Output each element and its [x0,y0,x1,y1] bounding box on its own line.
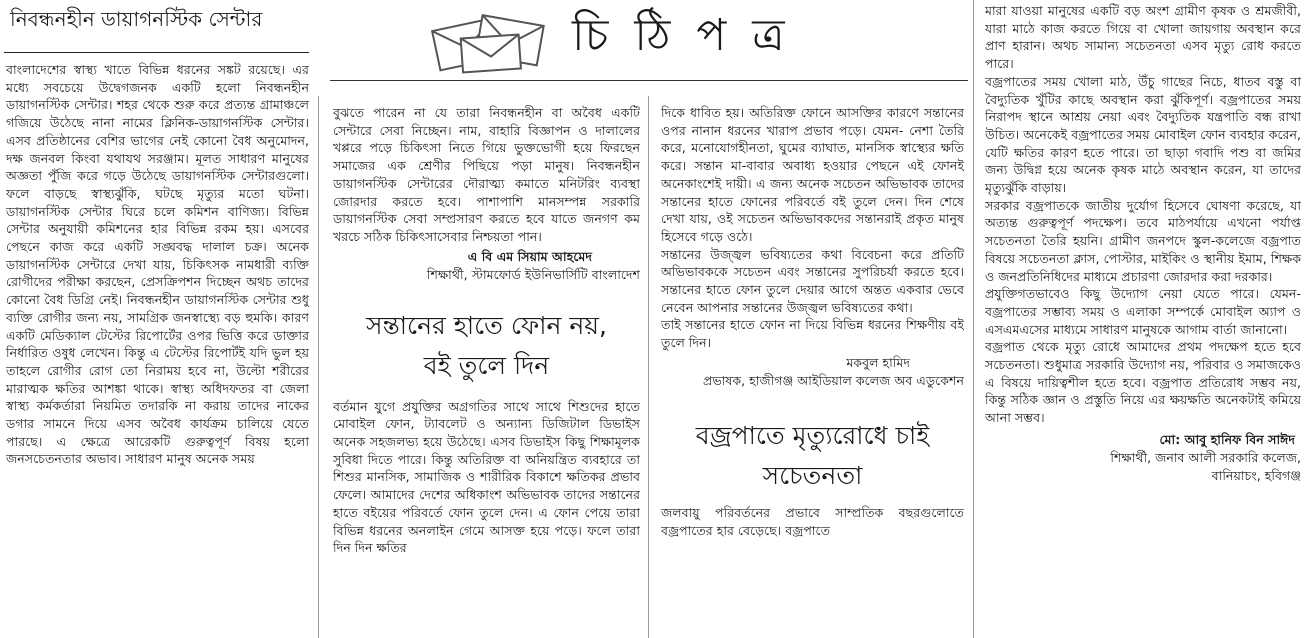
heading-line: বজ্রপাতে মৃত্যুরোধে চাই [695,420,930,450]
section-title: চি ঠি প ত্র [572,10,791,61]
letter-paragraph: সরকার বজ্রপাতকে জাতীয় দুর্যোগ হিসেবে ঘোষণা করেছে, যা অত্যন্ত গুরুত্বপূর্ণ পদক্ষেপ। তবে মাঠপর্যায়ে এখনো পর্যাপ্ত সচেতনতা তৈরি হয়নি। গ্রামীণ জনপদে স্কুল-কলেজে বজ্রপাত বিষয়ে সচেতনতা ক্লাস, পোস্টার, মাইকিং ও স্থানীয় ইমাম, শিক্ষক ও জনপ্রতিনিধিদের মাধ্যমে প্রচারণা জোরদার করা দরকার। [985,197,1301,284]
letter-body-continued: দিকে ধাবিত হয়। অতিরিক্ত ফোনে আসক্তির কারণে সন্তানের ওপর নানান ধরনের খারাপ প্রভাব পড়ে। যেমন- নেশা তৈরি করে, মনোযোগহীনতা, ঘুমের ব্যাঘাত, মানসিক স্বাস্থ্যের ক্ষতি করে। সন্তান মা-বাবার অবাধ্য হওয়ার পেছনে এই ফোনই অনেকাংশেই দায়ী। এ জন্য অনেক সচেতন অভিভাবক তাদের সন্তানের হাতে ফোনের পরিবর্তে বই তুলে দেন। দিন শেষে দেখা যায়, ওই সচেতন অভিভাবকদের সন্তানরাই প্রকৃত মানুষ হিসেবে গড়ে ওঠে। [661,105,964,244]
letter-heading-phone [333,306,640,386]
column-divider [318,96,319,638]
letter-heading-lightning [661,416,964,496]
letter-body-continued: মারা যাওয়া মানুষের একটি বড় অংশ গ্রামীণ কৃষক ও শ্রমজীবী, যারা মাঠে কাজ করতে গিয়ে বা খোলা জায়গায় অবস্থান করে প্রাণ হারান। অথচ সামান্য সচেতনতা এসব মৃত্যু রোধ করতে পারে। [985,3,1301,72]
heading-rule [4,52,309,53]
letter-heading: নিবন্ধনহীন ডায়াগনস্টিক সেন্টার [10,7,263,31]
envelopes-icon [428,6,558,76]
letter-paragraph: বজ্রপাতের সময় খোলা মাঠ, উঁচু গাছের নিচে, ধাতব বস্তু বা বৈদ্যুতিক খুঁটির কাছে অবস্থান করা ঝুঁকিপূর্ণ। বজ্রপাতের সময় নিরাপদ স্থানে আশ্রয় নেয়া এবং বৈদ্যুতিক যন্ত্রপাতি বন্ধ রাখা উচিত। অনেকেই বজ্রপাতের সময় মোবাইল ফোন ব্যবহার করেন, যেটি ক্ষতির কারণ হতে পারে। তা ছাড়া গবাদি পশু বা জমির জন্য উদ্বিগ্ন হয়ে অনেক কৃষক মাঠে অবস্থান করেন, যা তাদের মৃত্যুঝুঁকি বাড়ায়। [985,73,1301,196]
author-name: এ বি এম সিয়াম আহমেদ [467,248,592,264]
column-four [985,2,1301,638]
letter-body: বর্তমান যুগে প্রযুক্তির অগ্রগতির সাথে সাথে শিশুদের হাতে মোবাইল ফোন, ট্যাবলেট ও অন্যান্য ডিজিটাল ডিভাইস অনেক সহজলভ্য হয়ে উঠেছে। এসব ডিভাইস কিছু শিক্ষামূলক সুবিধা দিতে পারে। কিন্তু অতিরিক্ত বা অনিয়ন্ত্রিত ব্যবহারে তা শিশুর মানসিক, সামাজিক ও শারীরিক বিকাশে ক্ষতিকর প্রভাব ফেলে। আমাদের দেশের অধিকাংশ অভিভাবক তাদের সন্তানের হাতে বইয়ের পরিবর্তে ফোন তুলে দেন। এ ফোন পেয়ে তারা বিভিন্ন ধরনের অনলাইন গেমে আসক্ত হয়ে পড়ে। ফলে তারা দিন দিন ক্ষতির [333,398,640,556]
author-affiliation: শিক্ষার্থী, স্টামফোর্ড ইউনিভার্সিটি বাংলাদেশ [426,266,640,282]
masthead-rule [330,80,968,81]
heading-line: বই তুলে দিন [423,350,550,380]
column-divider [973,0,974,638]
letter-paragraph: সন্তানের উজ্জ্বল ভবিষ্যতের কথা বিবেচনা করে প্রতিটি অভিভাবককে সচেতন এবং সন্তানের সুপরিচর্যা করতে হবে। সন্তানের হাতে ফোন তুলে দেয়ার আগে অন্তত একবার ভেবে নেবেন আপনার সন্তানের উজ্জ্বল ভবিষ্যতের কথা। [661,246,964,315]
author-name: মো: আবু হানিফ বিন সাঈদ [1159,431,1295,447]
letter-body: জলবায়ু পরিবর্তনের প্রভাবে সাম্প্রতিক বছরগুলোতে বজ্রপাতের হার বেড়েছে। বজ্রপাতে [661,504,964,538]
letter-body-continued: বুঝতে পারেন না যে তারা নিবন্ধনহীন বা অবৈধ একটি সেন্টারে সেবা নিচ্ছেন। নাম, বাহারি বিজ্ঞাপন ও দালালের খপ্পরে পড়ে চিকিৎসা নিতে গিয়ে ভুক্তভোগী হয়ে ফিরছেন সমাজের এক শ্রেণীর পিছিয়ে পড়া মানুষ। নিবন্ধনহীন ডায়াগনস্টিক সেন্টারের দৌরাত্ম্য কমাতে মনিটরিং ব্যবস্থা জোরদার করতে হবে। পাশাপাশি মানসম্পন্ন সরকারি ডায়াগনস্টিক সেবা সম্প্রসারণ করতে হবে যাতে জনগণ কম খরচে সঠিক চিকিৎসাসেবার নিশ্চয়তা পান। [333,105,640,244]
column-divider [648,96,649,638]
author-affiliation: বানিয়াচং, হবিগঞ্জ [1211,467,1301,483]
column-three [661,104,964,638]
letter-paragraph: প্রযুক্তিগতভাবেও কিছু উদ্যোগ নেয়া যেতে পারে। যেমন- বজ্রপাতের সম্ভাব্য সময় ও এলাকা সম্পর্কে মোবাইল অ্যাপ ও এসএমএসের মাধ্যমে সাধারণ মানুষকে আগাম বার্তা জানানো। [985,286,1301,337]
heading-line: সচেতনতা [762,460,863,490]
letter-body: বাংলাদেশের স্বাস্থ্য খাতে বিভিন্ন ধরনের সঙ্কট রয়েছে। এর মধ্যে সবচেয়ে উদ্বেগজনক একটি হলো নিবন্ধনহীন ডায়াগনস্টিক সেন্টার। শহর থেকে শুরু করে প্রত্যন্ত গ্রামাঞ্চলে গজিয়ে উঠেছে নানা নামের ক্লিনিক-ডায়াগনস্টিক সেন্টার। এসব প্রতিষ্ঠানের বেশির ভাগের নেই কোনো বৈধ অনুমোদন, দক্ষ জনবল কিংবা যথাযথ সরঞ্জাম। মূলত সাধারণ মানুষের অজ্ঞতা পুঁজি করে গড়ে উঠেছে ডায়াগনস্টিক সেন্টারগুলো। ফলে বাড়ছে স্বাস্থ্যঝুঁকি, ঘটছে মৃত্যুর মতো ঘটনা। ডায়াগনস্টিক সেন্টার ঘিরে চলে কমিশন বাণিজ্য। বিভিন্ন সেন্টার অনুযায়ী কমিশনের হার বিভিন্ন রকম হয়। এসবের পেছনে কাজ করে একটি সঙ্ঘবদ্ধ দালাল চক্র। অনেক ডায়াগনস্টিক সেন্টারে দেখা যায়, চিকিৎসক নামধারী ব্যক্তি রোগীদের পরীক্ষা করছেন, প্রেসক্রিপশন দিচ্ছেন অথচ তাদের কোনো বৈধ ডিগ্রি নেই। নিবন্ধনহীন ডায়াগনস্টিক সেন্টার শুধু ব্যক্তি রোগীর জন্য নয়, সামগ্রিক জনস্বাস্থ্যে বড় হুমকি। কারণ একটি মেডিক্যাল টেস্টের রিপোর্টের ওপর ভিত্তি করে ডাক্তার নির্ধারিত ওষুধ লেখেন। কিন্তু এ টেস্টের রিপোর্টই যদি ভুল হয় তাহলে রোগীর রোগ তো নিরাময় হবে না, উল্টো শরীরের মারাত্মক ক্ষতির আশঙ্কা থাকে। স্বাস্থ্য অধিদফতর বা জেলা স্বাস্থ্য কর্মকর্তারা নিয়মিত তদারকি না করায় তাদের নাকের ডগার সামনে দিয়ে এসব অবৈধ কার্যক্রম চালিয়ে যেতে পারছে। এ ক্ষেত্রে আরেকটি গুরুত্বপূর্ণ বিষয় হলো জনসচেতনতার অভাব। সাধারণ মানুষ অনেক সময় [6,62,309,467]
masthead [330,0,968,85]
author-name: মকবুল হামিদ [846,354,910,370]
author-affiliation: শিক্ষার্থী, জনাব আলী সরকারি কলেজ, [1110,449,1301,465]
letter-diagnostic-center [4,0,309,638]
column-two [333,104,640,638]
letter-paragraph: তাই সন্তানের হাতে ফোন না দিয়ে বিভিন্ন ধরনের শিক্ষণীয় বই তুলে দিন। [661,317,964,351]
author-affiliation: প্রভাষক, হাজীগঞ্জ আইডিয়াল কলেজ অব এডুকেশন [702,372,964,388]
heading-line: সন্তানের হাতে ফোন নয়, [366,310,607,340]
letter-paragraph: বজ্রপাত থেকে মৃত্যু রোধে আমাদের প্রথম পদক্ষেপ হতে হবে সচেতনতা। শুধুমাত্র সরকারি উদ্যোগ নয়, পরিবার ও সমাজকেও এ বিষয়ে দায়িত্বশীল হতে হবে। বজ্রপাত প্রতিরোধ সম্ভব নয়, কিন্তু সঠিক জ্ঞান ও প্রস্তুতি নিয়ে এর ক্ষয়ক্ষতি অনেকটাই কমিয়ে আনা সম্ভব। [985,339,1301,426]
